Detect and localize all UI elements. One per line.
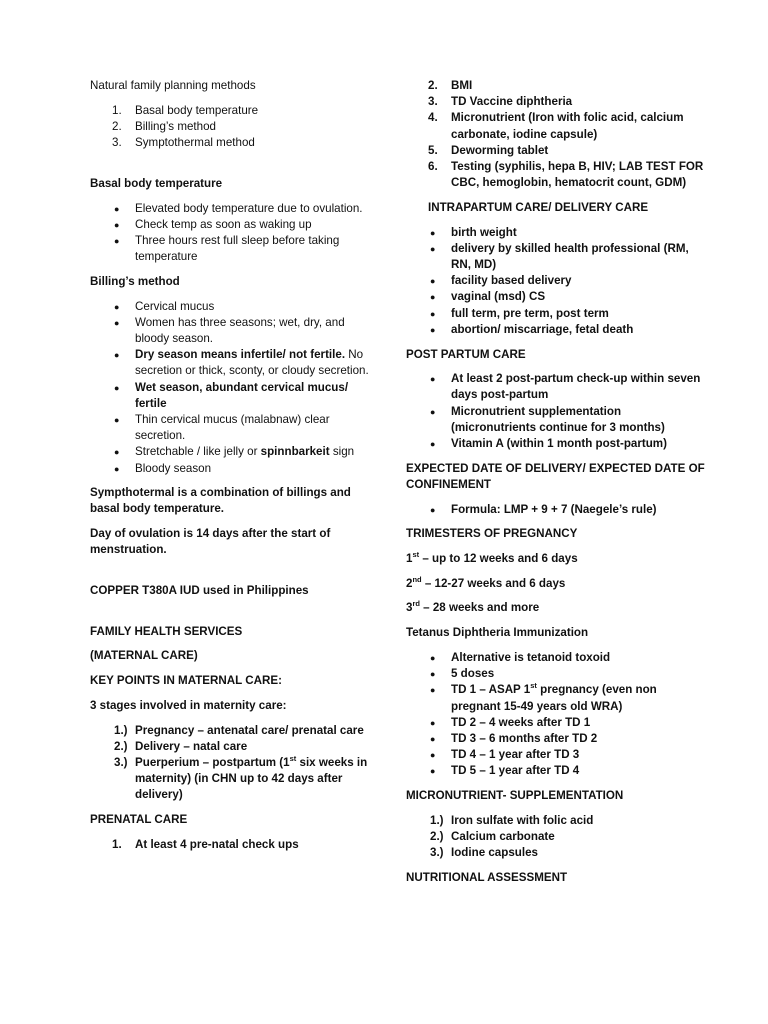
maternal-care-label: (MATERNAL CARE) <box>90 649 198 663</box>
intrapartum-heading: INTRAPARTUM CARE/ DELIVERY CARE <box>428 200 649 214</box>
edd-heading: EXPECTED DATE OF DELIVERY/ EXPECTED DATE OF CONFINEMENT <box>406 461 705 491</box>
prenatal-list <box>90 837 374 853</box>
list-item-text: BMI <box>451 79 473 92</box>
list-item-text: abortion/ miscarriage, fetal death <box>451 322 634 336</box>
list-item <box>406 159 706 191</box>
list-item <box>406 650 706 666</box>
list-number: 3. <box>428 95 438 109</box>
list-item <box>406 502 706 518</box>
list-item <box>406 225 706 241</box>
bullet-icon: ● <box>114 235 120 246</box>
superscript: rd <box>412 599 420 609</box>
list-number: 2. <box>112 119 122 133</box>
bullet-icon: ● <box>430 406 436 417</box>
list-item-text: Check temp as soon as waking up <box>135 217 312 231</box>
nutritional-assessment-heading: NUTRITIONAL ASSESSMENT <box>406 870 568 884</box>
list-item-text: Micronutrient (Iron with folic acid, calcium carbonate, iodine capsule) <box>451 111 684 141</box>
list-item-text: 5 doses <box>451 667 495 681</box>
list-item-text: Women has three seasons; wet, dry, and bloody season. <box>135 315 345 345</box>
list-item <box>90 461 374 477</box>
list-item-text: pregnancy (even non pregnant 15-49 years old WRA) <box>451 683 657 713</box>
list-item-text: Vitamin A (within 1 month post-partum) <box>451 437 667 451</box>
list-item-text: Billing’s method <box>135 119 216 133</box>
bullet-icon: ● <box>430 374 436 385</box>
list-item <box>406 747 706 763</box>
list-item <box>406 404 706 436</box>
list-item <box>90 739 374 755</box>
list-item <box>406 110 706 142</box>
list-item-text: vaginal (msd) CS <box>451 290 546 304</box>
trimester-number: 1 <box>406 552 413 566</box>
list-item-text: Formula: LMP + 9 + 7 (Naegele’s rule) <box>451 502 657 516</box>
bullet-icon: ● <box>430 717 436 728</box>
list-item-text: birth weight <box>451 225 517 239</box>
list-number: 3.) <box>430 846 444 860</box>
list-item-bold-text: Wet season, abundant cervical mucus/ fertile <box>135 380 349 410</box>
list-item-text: TD 5 – 1 year after TD 4 <box>451 764 580 778</box>
list-item <box>406 813 706 829</box>
list-item <box>90 723 374 739</box>
list-item-text: No secretion or thick, sconty, or cloudy secretion. <box>135 348 369 378</box>
list-item <box>90 347 374 379</box>
trimester-text: – up to 12 weeks and 6 days <box>419 552 578 566</box>
list-item-text: full term, pre term, post term <box>451 306 609 320</box>
list-item-text: Stretchable / like jelly or <box>135 445 261 459</box>
list-item <box>406 666 706 682</box>
bbt-heading: Basal body temperature <box>90 176 223 190</box>
list-item <box>90 233 374 265</box>
list-item <box>406 289 706 305</box>
list-item-bold-text: spinnbarkeit <box>260 445 330 459</box>
trimester-second <box>406 576 706 592</box>
list-item <box>406 682 706 714</box>
list-item <box>90 135 374 151</box>
list-item-text: Cervical mucus <box>135 299 215 313</box>
superscript: nd <box>412 574 422 584</box>
list-item-text: facility based delivery <box>451 274 572 288</box>
list-number: 1.) <box>114 723 128 737</box>
list-item <box>90 315 374 347</box>
bullet-icon: ● <box>430 292 436 303</box>
list-item-text: Elevated body temperature due to ovulation. <box>135 201 363 215</box>
list-item-text: six weeks in maternity) (in CHN up to 42 days after delivery) <box>135 756 368 802</box>
list-number: 4. <box>428 111 438 125</box>
list-item-text: Testing (syphilis, hepa B, HIV; LAB TEST FOR CBC, hemoglobin, hematocrit count, GDM) <box>451 160 704 190</box>
list-item-text: Three hours rest full sleep before taking temperature <box>135 233 340 264</box>
postpartum-list <box>406 371 706 452</box>
prenatal-heading: PRENATAL CARE <box>90 813 188 827</box>
list-item-text: TD 1 – ASAP 1 <box>451 683 531 697</box>
list-item-text: TD 4 – 1 year after TD 3 <box>451 748 580 762</box>
nfp-title: Natural family planning methods <box>90 79 256 92</box>
list-item-text: Iron sulfate with folic acid <box>451 813 594 827</box>
billing-list <box>90 299 374 477</box>
list-item-text: Micronutrient supplementation (micronutrients continue for 3 months) <box>451 404 665 434</box>
list-item <box>90 119 374 135</box>
tetanus-heading: Tetanus Diphtheria Immunization <box>406 626 589 640</box>
bullet-icon: ● <box>430 685 436 696</box>
prenatal-list-continued <box>406 78 706 191</box>
list-item <box>90 103 374 119</box>
list-item <box>406 273 706 289</box>
list-item <box>90 380 374 412</box>
bullet-icon: ● <box>430 652 436 663</box>
bullet-icon: ● <box>430 439 436 450</box>
bullet-icon: ● <box>114 219 120 230</box>
list-item-text: Pregnancy – antenatal care/ prenatal care <box>135 723 364 737</box>
list-number: 2.) <box>430 829 444 843</box>
intrapartum-list <box>406 225 706 338</box>
list-item-text: TD 3 – 6 months after TD 2 <box>451 731 598 745</box>
bullet-icon: ● <box>114 463 120 474</box>
list-number: 1. <box>112 103 122 117</box>
list-item-text: TD Vaccine diphtheria <box>451 95 573 109</box>
list-item-text: Puerperium – postpartum (1 <box>135 756 290 769</box>
bullet-icon: ● <box>114 301 120 312</box>
trimester-number: 2 <box>406 576 413 590</box>
micronutrient-heading: MICRONUTRIENT- SUPPLEMENTATION <box>406 789 624 803</box>
nfp-list <box>90 103 374 152</box>
bullet-icon: ● <box>430 766 436 777</box>
trimester-third <box>406 600 706 616</box>
list-item <box>90 755 374 804</box>
list-item-text: Symptothermal method <box>135 136 255 150</box>
list-item <box>406 241 706 273</box>
list-number: 1.) <box>430 813 444 827</box>
list-item <box>406 143 706 159</box>
trimester-first <box>406 551 706 567</box>
list-item-text: Alternative is tetanoid toxoid <box>451 650 611 664</box>
trimester-text: – 28 weeks and more <box>419 601 540 615</box>
bullet-icon: ● <box>430 324 436 335</box>
list-number: 3. <box>112 136 122 150</box>
list-item-text: sign <box>329 445 355 459</box>
list-item-text: Basal body temperature <box>135 103 259 117</box>
bullet-icon: ● <box>114 414 120 425</box>
billing-heading: Billing’s method <box>90 274 180 288</box>
list-item <box>90 837 374 853</box>
list-item <box>406 371 706 403</box>
three-stages-label: 3 stages involved in maternity care: <box>90 698 287 712</box>
list-item <box>90 299 374 315</box>
symptothermal-paragraph: Sympthotermal is a combination of billings and basal body temperature. <box>90 486 351 516</box>
bullet-icon: ● <box>430 669 436 680</box>
key-points-heading: KEY POINTS IN MATERNAL CARE: <box>90 674 282 688</box>
list-item <box>406 78 706 94</box>
tetanus-list <box>406 650 706 780</box>
trimesters-heading: TRIMESTERS OF PREGNANCY <box>406 527 578 541</box>
list-number: 5. <box>428 143 438 157</box>
trimester-text: – 12-27 weeks and 6 days <box>421 576 566 590</box>
bullet-icon: ● <box>114 382 120 393</box>
list-item-text: Delivery – natal care <box>135 739 248 753</box>
ovulation-paragraph: Day of ovulation is 14 days after the start of menstruation. <box>90 527 331 557</box>
bullet-icon: ● <box>114 203 120 214</box>
list-item <box>406 436 706 452</box>
list-item <box>406 845 706 861</box>
bullet-icon: ● <box>114 317 120 328</box>
list-item-bold-text: Dry season means infertile/ not fertile. <box>135 348 346 362</box>
bullet-icon: ● <box>430 243 436 254</box>
list-item <box>406 829 706 845</box>
list-item <box>406 94 706 110</box>
list-item-text: Bloody season <box>135 461 212 475</box>
list-item <box>406 322 706 338</box>
list-item-text: At least 4 pre-natal check ups <box>135 837 299 851</box>
micronutrient-list <box>406 813 706 862</box>
list-number: 6. <box>428 160 438 174</box>
bullet-icon: ● <box>430 750 436 761</box>
bullet-icon: ● <box>430 504 436 515</box>
list-number: 1. <box>112 837 122 851</box>
list-item-text: Calcium carbonate <box>451 829 555 843</box>
list-item <box>406 731 706 747</box>
bullet-icon: ● <box>114 350 120 361</box>
list-item <box>90 201 374 217</box>
list-item-text: Iodine capsules <box>451 846 538 860</box>
list-item <box>406 306 706 322</box>
superscript: st <box>412 550 420 560</box>
list-number: 2.) <box>114 739 128 753</box>
list-item-text: TD 2 – 4 weeks after TD 1 <box>451 715 591 729</box>
bullet-icon: ● <box>430 308 436 319</box>
list-item <box>406 763 706 779</box>
list-item <box>90 217 374 233</box>
right-column <box>406 78 706 895</box>
bullet-icon: ● <box>114 447 120 458</box>
superscript: st <box>530 681 537 691</box>
list-number: 3.) <box>114 756 128 769</box>
bullet-icon: ● <box>430 276 436 287</box>
list-item <box>90 444 374 460</box>
superscript: st <box>289 754 297 763</box>
edd-list <box>406 502 706 518</box>
list-item-text: delivery by skilled health professional (RM, RN, MD) <box>451 241 689 272</box>
left-column <box>90 78 374 862</box>
list-number: 2. <box>428 79 438 92</box>
bullet-icon: ● <box>430 227 436 238</box>
list-item-text: At least 2 post-partum check-up within seven days post-partum <box>451 372 701 402</box>
list-item <box>406 715 706 731</box>
trimester-number: 3 <box>406 601 413 615</box>
bullet-icon: ● <box>430 733 436 744</box>
list-item-text: Deworming tablet <box>451 143 549 157</box>
stages-list <box>90 723 374 804</box>
list-item-text: Thin cervical mucus (malabnaw) clear secretion. <box>135 412 330 443</box>
list-item <box>90 412 374 444</box>
copper-iud-paragraph: COPPER T380A IUD used in Philippines <box>90 584 309 598</box>
fhs-title: FAMILY HEALTH SERVICES <box>90 624 243 638</box>
bbt-list <box>90 201 374 266</box>
postpartum-heading: POST PARTUM CARE <box>406 347 526 361</box>
